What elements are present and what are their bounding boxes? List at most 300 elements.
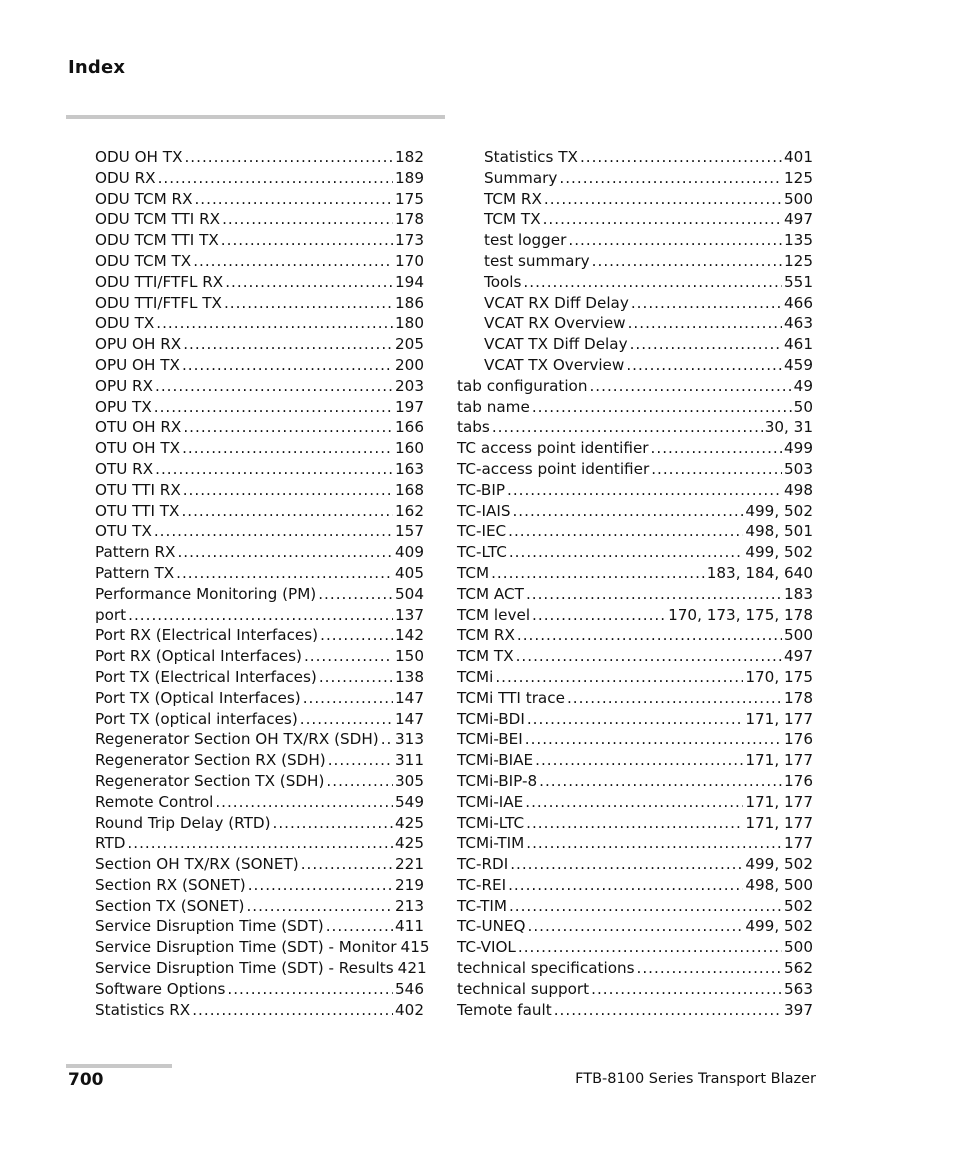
index-entry: [95, 376, 424, 397]
index-entry: [457, 729, 813, 750]
index-page-ref: 499, 502: [745, 543, 813, 562]
index-entry: [457, 771, 813, 792]
index-entry: [457, 209, 813, 230]
dot-leader: [183, 334, 393, 355]
index-term: TCMi-TIM: [457, 834, 525, 853]
index-term: TC-VIOL: [457, 938, 516, 957]
index-page-ref: 178: [395, 210, 424, 229]
index-term: Summary: [484, 168, 558, 187]
index-page-ref: 421: [397, 959, 427, 978]
dot-leader: [568, 230, 782, 251]
index-page-ref: 173: [395, 231, 424, 250]
dot-leader: [225, 272, 393, 293]
index-term: OPU OH RX: [95, 335, 182, 354]
index-page-ref: 463: [784, 314, 813, 333]
index-entry: [95, 168, 424, 189]
dot-leader: [381, 729, 393, 750]
dot-leader: [182, 355, 393, 376]
index-term: OTU OH TX: [95, 439, 181, 458]
dot-leader: [567, 688, 782, 709]
dot-leader: [127, 833, 393, 854]
index-entry: [95, 958, 427, 979]
index-page-ref: 562: [784, 959, 813, 978]
dot-leader: [526, 584, 782, 605]
dot-leader: [300, 709, 393, 730]
dot-leader: [183, 417, 393, 438]
dot-leader: [589, 376, 791, 397]
index-page-ref: 160: [395, 439, 424, 458]
index-term: Service Disruption Time (SDT) - Monitor: [95, 938, 397, 957]
index-page-ref: 401: [784, 148, 813, 166]
index-entry: [457, 875, 813, 896]
index-entry: [95, 979, 424, 1000]
index-term: ODU TTI/FTFL RX: [95, 272, 224, 291]
dot-leader: [508, 875, 743, 896]
index-term: ODU TCM RX: [95, 189, 193, 208]
dot-leader: [628, 313, 782, 334]
dot-leader: [156, 313, 393, 334]
index-term: TCMi TTI trace: [457, 688, 565, 707]
index-entry: [95, 397, 424, 418]
dot-leader: [527, 709, 744, 730]
index-term: technical specifications: [457, 959, 635, 978]
index-page-ref: 138: [395, 667, 424, 686]
dot-leader: [192, 1000, 393, 1021]
index-term: Remote Control: [95, 792, 214, 811]
index-entry: [457, 230, 813, 251]
index-page-ref: 125: [784, 168, 813, 187]
index-entry: [457, 147, 813, 168]
index-entry: [457, 646, 813, 667]
index-page-ref: 499, 502: [745, 501, 813, 520]
index-page-ref: 150: [395, 647, 424, 666]
index-page-ref: 147: [395, 709, 424, 728]
dot-leader: [194, 189, 393, 210]
dot-leader: [320, 625, 393, 646]
index-term: TC-RDI: [457, 855, 509, 874]
index-page-ref: 49: [793, 376, 813, 395]
index-entry: [95, 625, 424, 646]
index-entry: [457, 813, 813, 834]
index-entry: [457, 896, 813, 917]
index-term: Section OH TX/RX (SONET): [95, 855, 299, 874]
index-term: TC-UNEQ: [457, 917, 526, 936]
index-page-ref: 171, 177: [745, 792, 813, 811]
index-page-ref: 551: [784, 272, 813, 291]
index-entry: [457, 605, 813, 626]
index-entry: [95, 813, 424, 834]
index-page-ref: 425: [395, 834, 424, 853]
index-term: tab name: [457, 397, 530, 416]
index-entry: [95, 1000, 424, 1021]
index-page-ref: 499, 502: [745, 917, 813, 936]
index-entry: [457, 937, 813, 958]
index-term: VCAT TX Overview: [484, 355, 625, 374]
index-entry: [457, 334, 813, 355]
index-page-ref: 397: [784, 1000, 813, 1019]
index-entry: [95, 209, 424, 230]
dot-leader: [512, 501, 743, 522]
index-term: VCAT TX Diff Delay: [484, 335, 628, 354]
index-entry: [95, 750, 424, 771]
index-page-ref: 219: [395, 875, 424, 894]
dot-leader: [651, 438, 782, 459]
index-term: TC access point identifier: [457, 439, 649, 458]
index-entry: [457, 833, 813, 854]
index-entry: [457, 854, 813, 875]
dot-leader: [554, 1000, 782, 1021]
index-page-ref: 171, 177: [745, 751, 813, 770]
index-page-ref: 194: [395, 272, 424, 291]
index-page-ref: 502: [784, 896, 813, 915]
dot-leader: [495, 667, 743, 688]
index-term: port: [95, 605, 127, 624]
index-page-ref: 313: [395, 730, 424, 749]
index-term: TCM ACT: [457, 584, 524, 603]
index-page-ref: 203: [395, 376, 424, 395]
index-page-ref: 182: [395, 148, 424, 166]
dot-leader: [221, 230, 393, 251]
index-entry: [95, 937, 430, 958]
dot-leader: [491, 563, 705, 584]
index-term: OPU OH TX: [95, 355, 180, 374]
index-page-ref: 498, 501: [745, 522, 813, 541]
dot-leader: [626, 355, 782, 376]
index-page-ref: 415: [400, 938, 430, 957]
index-term: OPU TX: [95, 397, 152, 416]
index-column-right: [457, 147, 813, 1020]
index-term: TCM RX: [457, 626, 515, 645]
dot-leader: [580, 147, 782, 168]
index-entry: [457, 521, 813, 542]
index-entry: [457, 168, 813, 189]
index-page-ref: 221: [395, 855, 424, 874]
index-term: RTD: [95, 834, 126, 853]
index-term: Round Trip Delay (RTD): [95, 813, 271, 832]
index-term: ODU RX: [95, 168, 156, 187]
index-page-ref: 171, 177: [745, 813, 813, 832]
index-page-ref: 549: [395, 792, 424, 811]
index-entry: [457, 667, 813, 688]
index-term: Statistics RX: [95, 1000, 191, 1019]
index-term: ODU TCM TTI TX: [95, 231, 219, 250]
index-page-ref: 162: [395, 501, 424, 520]
index-page-ref: 170: [395, 251, 424, 270]
index-page-ref: 137: [395, 605, 424, 624]
dot-leader: [492, 417, 763, 438]
index-entry: [95, 667, 424, 688]
dot-leader: [183, 480, 393, 501]
index-page-ref: 497: [784, 647, 813, 666]
index-term: OTU TX: [95, 522, 152, 541]
index-page-ref: 186: [395, 293, 424, 312]
index-entry: [457, 293, 813, 314]
index-page-ref: 305: [395, 771, 424, 790]
dot-leader: [326, 771, 393, 792]
index-entry: [457, 1000, 813, 1021]
dot-leader: [592, 251, 782, 272]
index-entry: [95, 688, 424, 709]
index-term: TC-IAIS: [457, 501, 511, 520]
index-term: TCMi: [457, 667, 494, 686]
index-term: TCMi-LTC: [457, 813, 525, 832]
index-term: test summary: [484, 251, 590, 270]
header-divider: [66, 115, 445, 119]
index-entry: [95, 646, 424, 667]
dot-leader: [507, 480, 782, 501]
index-entry: [457, 979, 813, 1000]
index-term: TCM RX: [484, 189, 542, 208]
index-term: Port TX (optical interfaces): [95, 709, 298, 728]
index-term: Regenerator Section OH TX/RX (SDH): [95, 730, 379, 749]
dot-leader: [543, 209, 782, 230]
index-page-ref: 50: [793, 397, 813, 416]
index-term: technical support: [457, 979, 590, 998]
index-entry: [457, 459, 813, 480]
index-page-ref: 171, 177: [745, 709, 813, 728]
dot-leader: [528, 916, 744, 937]
index-entry: [457, 189, 813, 210]
index-entry: [95, 563, 424, 584]
index-term: Port TX (Electrical Interfaces): [95, 667, 317, 686]
index-entry: [457, 438, 813, 459]
index-page-ref: 498, 500: [745, 875, 813, 894]
footer-divider: [66, 1064, 172, 1068]
index-term: TCM TX: [457, 647, 514, 666]
index-entry: [457, 355, 813, 376]
index-entry: [95, 833, 424, 854]
dot-leader: [535, 750, 743, 771]
index-page-ref: 504: [395, 584, 424, 603]
index-page-ref: 175: [395, 189, 424, 208]
index-entry: [95, 147, 424, 168]
index-page-ref: 147: [395, 688, 424, 707]
index-entry: [95, 480, 424, 501]
index-page-ref: 311: [395, 751, 424, 770]
index-term: Section RX (SONET): [95, 875, 246, 894]
index-page-ref: 177: [784, 834, 813, 853]
dot-leader: [181, 501, 393, 522]
dot-leader: [532, 397, 792, 418]
index-entry: [95, 854, 424, 875]
index-term: ODU TX: [95, 314, 155, 333]
index-page-ref: 498: [784, 480, 813, 499]
index-entry: [457, 688, 813, 709]
index-entry: [95, 501, 424, 522]
dot-leader: [509, 896, 782, 917]
dot-leader: [224, 293, 393, 314]
index-entry: [95, 313, 424, 334]
index-page-ref: 176: [784, 771, 813, 790]
dot-leader: [154, 397, 393, 418]
index-term: ODU TCM TTI RX: [95, 210, 221, 229]
index-entry: [457, 501, 813, 522]
index-entry: [95, 293, 424, 314]
dot-leader: [526, 833, 782, 854]
dot-leader: [559, 168, 782, 189]
index-term: TC-BIP: [457, 480, 505, 499]
index-term: Port RX (Electrical Interfaces): [95, 626, 319, 645]
dot-leader: [510, 854, 743, 875]
index-page-ref: 197: [395, 397, 424, 416]
index-entry: [457, 625, 813, 646]
dot-leader: [246, 896, 393, 917]
index-entry: [95, 542, 424, 563]
dot-leader: [158, 168, 393, 189]
index-page-ref: 142: [395, 626, 424, 645]
page-number: 700: [68, 1070, 104, 1090]
index-page-ref: 176: [784, 730, 813, 749]
index-entry: [457, 376, 813, 397]
index-page-ref: 168: [395, 480, 424, 499]
page-title: Index: [68, 57, 126, 78]
index-term: tab configuration: [457, 376, 588, 395]
dot-leader: [184, 147, 393, 168]
dot-leader: [227, 979, 393, 1000]
index-term: TCM TX: [484, 210, 541, 229]
index-entry: [457, 417, 813, 438]
dot-leader: [155, 459, 393, 480]
dot-leader: [304, 646, 393, 667]
index-page-ref: 183: [784, 584, 813, 603]
index-entry: [457, 792, 813, 813]
index-term: Regenerator Section RX (SDH): [95, 751, 326, 770]
dot-leader: [301, 854, 393, 875]
dot-leader: [651, 459, 782, 480]
dot-leader: [525, 792, 743, 813]
index-term: Temote fault: [457, 1000, 552, 1019]
index-term: TC-TIM: [457, 896, 507, 915]
index-term: Pattern TX: [95, 563, 175, 582]
index-term: OPU RX: [95, 376, 154, 395]
index-page-ref: 461: [784, 335, 813, 354]
index-page-ref: 499, 502: [745, 855, 813, 874]
index-page-ref: 213: [395, 896, 424, 915]
index-term: Regenerator Section TX (SDH): [95, 771, 325, 790]
dot-leader: [517, 625, 782, 646]
index-column-left: [95, 147, 430, 1020]
index-term: Service Disruption Time (SDT) - Results: [95, 959, 394, 978]
index-term: ODU OH TX: [95, 148, 183, 166]
index-page-ref: 500: [784, 938, 813, 957]
index-term: TC-access point identifier: [457, 459, 650, 478]
dot-leader: [516, 646, 782, 667]
index-page-ref: 180: [395, 314, 424, 333]
index-entry: [95, 355, 424, 376]
index-entry: [95, 521, 424, 542]
index-page-ref: 157: [395, 522, 424, 541]
dot-leader: [319, 667, 393, 688]
index-entry: [95, 251, 424, 272]
dot-leader: [539, 771, 782, 792]
index-term: tabs: [457, 418, 490, 437]
index-entry: [457, 584, 813, 605]
index-term: TC-IEC: [457, 522, 507, 541]
index-term: TCMi-BEI: [457, 730, 523, 749]
index-entry: [95, 584, 424, 605]
index-entry: [457, 958, 813, 979]
index-page-ref: 563: [784, 979, 813, 998]
index-term: Service Disruption Time (SDT): [95, 917, 324, 936]
index-page-ref: 500: [784, 189, 813, 208]
dot-leader: [526, 813, 743, 834]
index-entry: [457, 563, 813, 584]
index-entry: [457, 709, 813, 730]
index-term: VCAT RX Overview: [484, 314, 626, 333]
index-entry: [457, 272, 813, 293]
index-term: Port TX (Optical Interfaces): [95, 688, 301, 707]
index-page-ref: 200: [395, 355, 424, 374]
dot-leader: [176, 563, 393, 584]
index-entry: [95, 896, 424, 917]
index-page-ref: 466: [784, 293, 813, 312]
document-title: FTB-8100 Series Transport Blazer: [575, 1071, 816, 1087]
dot-leader: [155, 376, 393, 397]
index-entry: [457, 750, 813, 771]
index-entry: [95, 875, 424, 896]
index-page-ref: 166: [395, 418, 424, 437]
dot-leader: [303, 688, 393, 709]
index-entry: [95, 771, 424, 792]
index-term: TCMi-BIP-8: [457, 771, 538, 790]
dot-leader: [637, 958, 782, 979]
index-term: TC-LTC: [457, 543, 507, 562]
index-term: OTU TTI RX: [95, 480, 181, 499]
dot-leader: [215, 792, 393, 813]
index-term: Software Options: [95, 979, 226, 998]
dot-leader: [326, 916, 393, 937]
index-entry: [457, 397, 813, 418]
index-entry: [95, 792, 424, 813]
index-entry: [95, 605, 424, 626]
index-entry: [95, 729, 424, 750]
index-entry: [457, 480, 813, 501]
index-page-ref: 499: [784, 439, 813, 458]
index-page-ref: 405: [395, 563, 424, 582]
index-term: Port RX (Optical Interfaces): [95, 647, 302, 666]
index-page-ref: 163: [395, 459, 424, 478]
dot-leader: [509, 542, 744, 563]
index-term: ODU TTI/FTFL TX: [95, 293, 222, 312]
index-page-ref: 189: [395, 168, 424, 187]
index-page-ref: 30, 31: [764, 418, 813, 437]
index-page-ref: 402: [395, 1000, 424, 1019]
index-term: ODU TCM TX: [95, 251, 192, 270]
index-term: TCM: [457, 563, 490, 582]
dot-leader: [328, 750, 393, 771]
index-page-ref: 459: [784, 355, 813, 374]
index-term: TCMi-BIAE: [457, 751, 534, 770]
dot-leader: [508, 521, 743, 542]
dot-leader: [248, 875, 393, 896]
dot-leader: [177, 542, 393, 563]
index-entry: [457, 251, 813, 272]
index-page-ref: 409: [395, 543, 424, 562]
index-term: TC-REI: [457, 875, 507, 894]
index-term: OTU OH RX: [95, 418, 182, 437]
index-entry: [95, 334, 424, 355]
index-entry: [95, 459, 424, 480]
index-entry: [95, 916, 424, 937]
index-term: OTU RX: [95, 459, 154, 478]
index-page-ref: 183, 184, 640: [706, 563, 813, 582]
index-page-ref: 546: [395, 979, 424, 998]
dot-leader: [591, 979, 782, 1000]
index-page-ref: 411: [395, 917, 424, 936]
index-entry: [95, 189, 424, 210]
dot-leader: [222, 209, 393, 230]
index-page-ref: 205: [395, 335, 424, 354]
